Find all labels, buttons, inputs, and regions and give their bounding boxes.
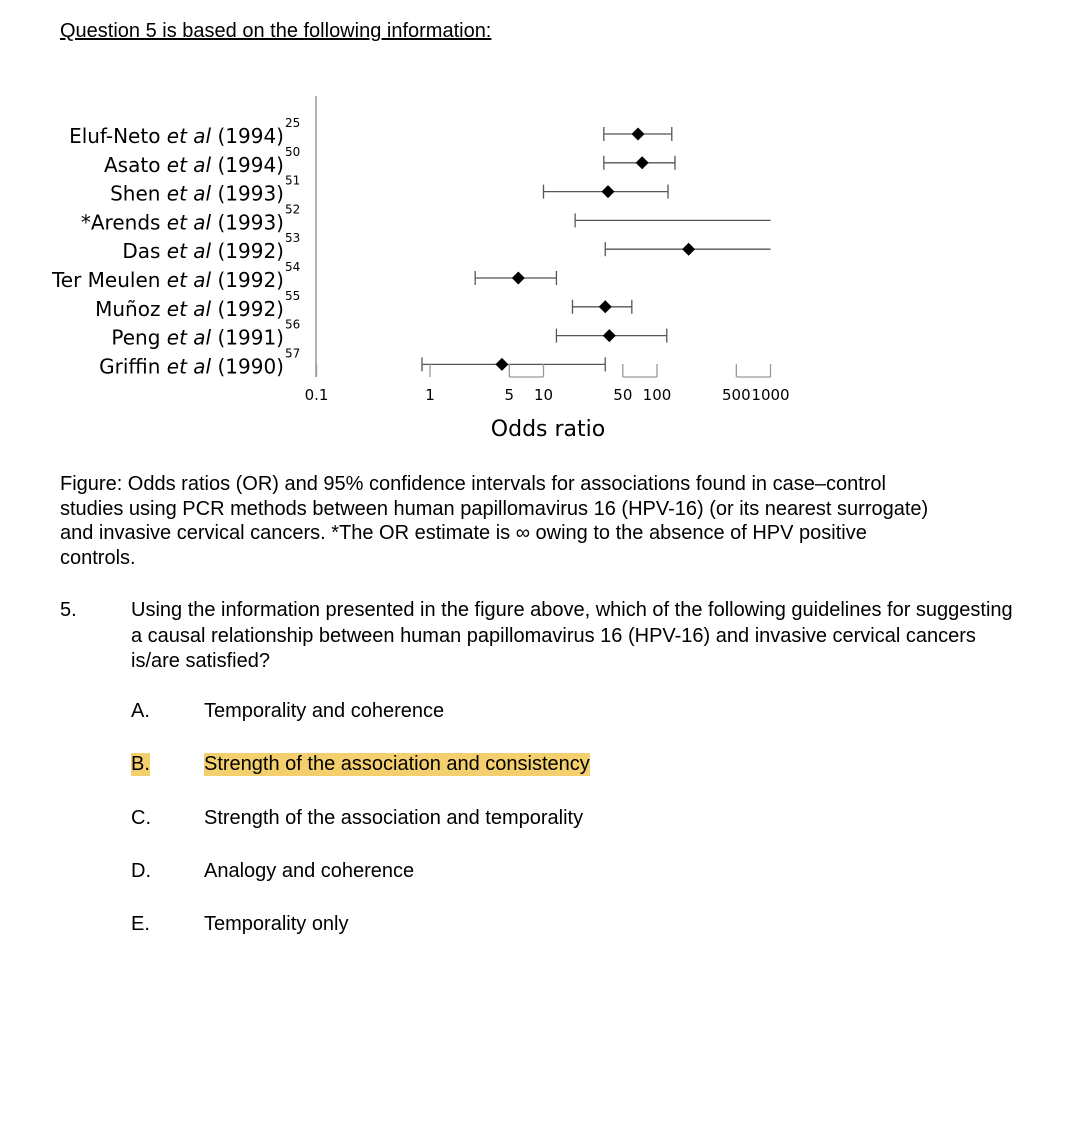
forest-plot	[0, 80, 820, 450]
option-letter: D.	[131, 860, 151, 882]
study-label: Peng et al (1991)	[111, 325, 284, 350]
reference-number: 52	[285, 202, 301, 217]
or-point	[601, 185, 614, 198]
x-tick-label: 0.1	[304, 386, 329, 404]
figure-caption: Figure: Odds ratios (OR) and 95% confidence intervals for associations found in case–control studies using PCR methods between human papillomavirus 16 (HPV-16) (or its nearest surrogate) and invasive cervical cancers. *The OR estimate is ∞ owing to the absence of HPV positive controls.	[60, 473, 929, 569]
study-label: Shen et al (1993)	[110, 181, 284, 206]
reference-number: 56	[285, 317, 301, 332]
ci-rows	[422, 127, 771, 371]
x-tick-label: 500	[722, 386, 751, 404]
reference-number: 54	[285, 260, 301, 274]
reference-number: 25	[285, 116, 301, 130]
x-tick-label: 1000	[751, 386, 790, 404]
x-tick-label: 100	[642, 386, 672, 404]
study-label: Eluf-Neto et al (1994)	[69, 124, 284, 148]
or-point	[599, 300, 612, 313]
x-tick-label: 5	[504, 386, 515, 404]
option-letter: B.	[131, 753, 150, 775]
section-heading: Question 5 is based on the following information:	[60, 20, 492, 42]
study-label: Asato et al (1994)	[104, 152, 284, 177]
x-tick-label: 50	[613, 386, 633, 404]
or-point	[682, 243, 695, 256]
option-text: Analogy and coherence	[204, 860, 415, 882]
x-axis-title: Odds ratio	[490, 417, 606, 442]
question-number: 5.	[60, 599, 77, 621]
option-letter: C.	[131, 807, 151, 829]
study-label: Ter Meulen et al (1992)	[51, 268, 284, 292]
study-label: *Arends et al (1993)	[80, 210, 284, 235]
study-labels	[51, 116, 300, 378]
study-label: Muñoz et al (1992)	[95, 296, 284, 321]
x-tick-label: 10	[533, 386, 554, 404]
or-point	[495, 358, 508, 371]
reference-number: 50	[285, 144, 301, 159]
x-axis-ticks	[305, 364, 790, 404]
option-text: Strength of the association and consistency	[204, 753, 590, 775]
question-text: Using the information presented in the figure above, which of the following guidelines for suggesting a causal relationship between human papillomavirus 16 (HPV-16) and invasive cervical cancers is/are satisfied?	[131, 599, 1013, 672]
reference-number: 57	[285, 346, 301, 361]
study-label: Griffin et al (1990)	[99, 354, 284, 379]
reference-number: 55	[285, 288, 301, 303]
option-text: Temporality and coherence	[204, 700, 445, 722]
study-label: Das et al (1992)	[122, 239, 284, 264]
reference-number: 53	[285, 231, 301, 246]
reference-number: 51	[285, 173, 301, 188]
or-point	[636, 156, 649, 169]
or-point	[512, 272, 525, 285]
or-point	[603, 329, 616, 342]
or-point	[631, 128, 644, 141]
option-letter: E.	[131, 913, 150, 935]
option-letter: A.	[131, 700, 150, 722]
option-text: Temporality only	[204, 913, 349, 935]
x-tick-label: 1	[425, 386, 435, 404]
option-text: Strength of the association and temporality	[204, 807, 584, 829]
